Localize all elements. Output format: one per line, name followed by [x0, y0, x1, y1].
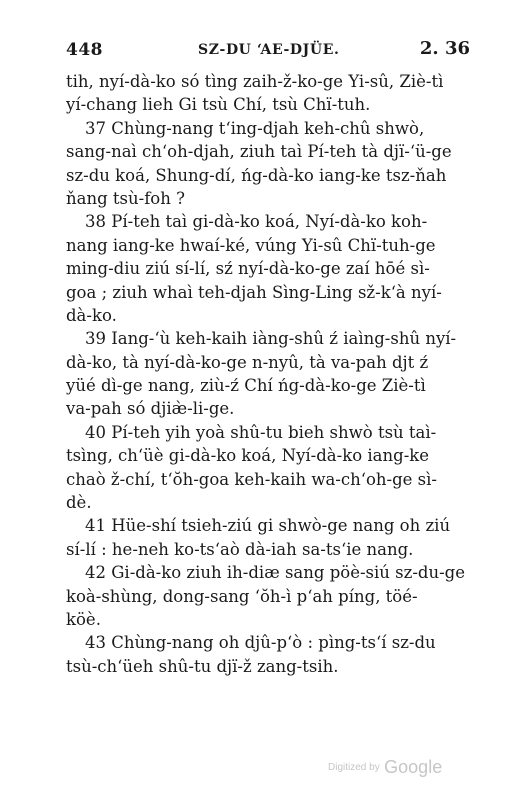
- text-line: sí-lí : he-neh ko-ts‘aò dà-iah sa-ts‘ie nang.: [66, 539, 414, 559]
- text-line: yüé dì-ge nang, ziù-ź Chí ńg-dà-ko-ge Ziè-tì: [66, 376, 426, 396]
- text-line: 39 Iang-‘ù keh-kaih iàng-shû ź iaìng-shû nyí-: [85, 329, 457, 349]
- text-line: tsù-ch‘üeh shû-tu djï-ž zang-tsih.: [66, 656, 339, 676]
- text-line: nang iang-ke hwaí-ké, vúng Yi-sû Chï-tuh-ge: [66, 235, 436, 255]
- text-line: 40 Pí-teh yih yoà shû-tu bieh shwò tsù taì-: [85, 422, 437, 442]
- text-line: va-pah só djiæ̀-li-ge.: [66, 399, 235, 419]
- text-line: tih, nyí-dà-ko só tìng zaih-ž-ko-ge Yi-sû, Ziè-tì: [66, 72, 444, 91]
- text-line: ňang tsù-foh ?: [66, 188, 185, 208]
- google-logo: Google: [384, 757, 443, 777]
- text-line: dà-ko, tà nyí-dà-ko-ge n-nyû, tà va-pah djt ź: [66, 352, 429, 372]
- text-line: ming-diu ziú sí-lí, sź nyí-dà-ko-ge zaí hōé sì-: [66, 259, 430, 279]
- text-line: dè.: [66, 493, 92, 513]
- text-line: 41 Hüe-shí tsieh-ziú gi shwò-ge nang oh ziú: [85, 516, 451, 536]
- text-line: chaò ž-chí, t‘ŏh-goa keh-kaih wa-ch‘oh-ge sì-: [66, 469, 438, 489]
- text-line: dà-ko.: [66, 305, 117, 325]
- text-line: tsìng, ch‘üè gi-dà-ko koá, Nyí-dà-ko iang-ke: [66, 446, 430, 466]
- body-text: [66, 70, 470, 678]
- text-line: 42 Gi-dà-ko ziuh ih-diæ sang pöè-siú sz-du-ge: [85, 563, 465, 583]
- text-line: koà-shùng, dong-sang ‘ŏh-ì p‘ah píng, töé-: [66, 586, 418, 606]
- text-line: 37 Chùng-nang t‘ing-djah keh-chû shwò,: [85, 118, 425, 138]
- text-line: sang-naì ch‘oh-djah, ziuh taì Pí-teh tà djï-‘ü-ge: [66, 142, 452, 162]
- page-number: 448: [66, 40, 103, 60]
- watermark-prefix: Digitized by: [328, 762, 380, 773]
- text-line: yí-chang lieh Gi tsù Chí, tsù Chï-tuh.: [66, 95, 371, 115]
- running-title: SZ-DU ‘AE-DJÜE.: [198, 42, 340, 58]
- text-line: goa ; ziuh whaì teh-djah Sìng-Ling sž-k‘à nyí-: [66, 282, 442, 302]
- text-line: sz-du koá, Shung-dí, ńg-dà-ko iang-ke tsz-ňah: [66, 165, 447, 185]
- text-line: 43 Chùng-nang oh djû-p‘ò : pìng-ts‘í sz-du: [85, 633, 436, 653]
- text-line: köè.: [66, 609, 101, 629]
- digitized-by-google-watermark: [328, 757, 442, 778]
- page-header: [66, 38, 470, 64]
- text-line: 38 Pí-teh taì gi-dà-ko koá, Nyí-dà-ko koh-: [85, 212, 428, 232]
- chapter-verse-ref: 2. 36: [419, 38, 470, 59]
